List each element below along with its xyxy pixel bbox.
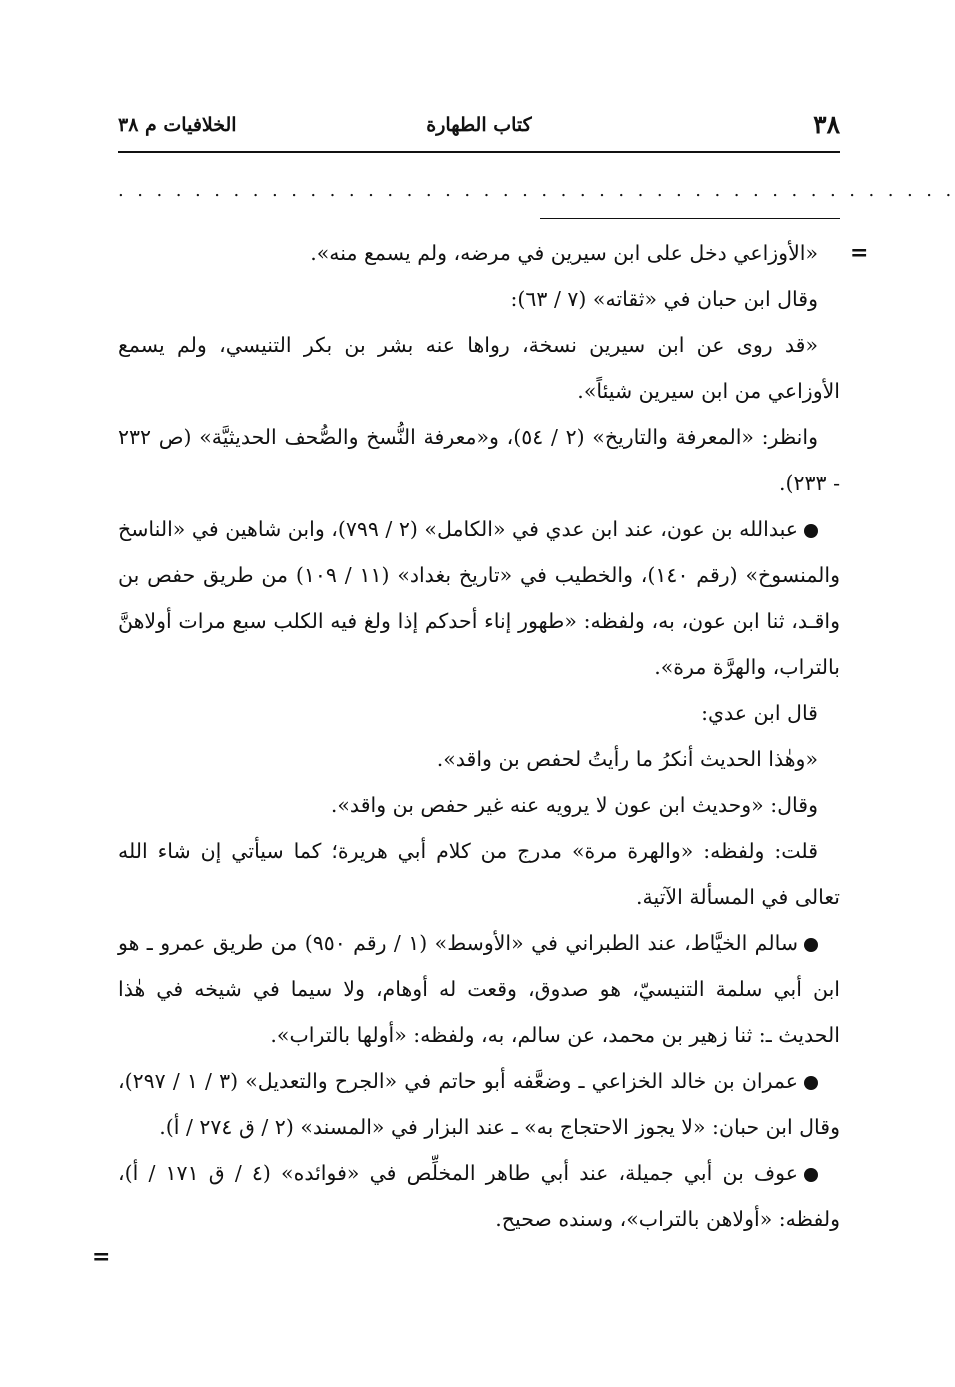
bullet-icon	[804, 524, 818, 538]
paragraph: وقال ابن حبان في «ثقاته» (٧ / ٦٣):	[510, 287, 818, 311]
footnote-rule	[540, 218, 840, 219]
bullet-icon	[804, 1076, 818, 1090]
book-title: كتاب الطهارة	[426, 114, 532, 136]
paragraph: وقال: «وحديث ابن عون لا يرويه عنه غير حفص بن واقد».	[330, 793, 818, 817]
paragraph: عبدالله بن عون، عند ابن عدي في «الكامل» (٢ / ٧٩٩)، وابن شاهين في «الناسخ والمنسوخ» (رقم ١٤٠)، والخطيب في «تاريخ بغداد» (١١ / ١٠٩) من طريق حفص بن واقـد، ثنا ابن عون، به، ولفظه: «طهور إناء أحدكم إذا ولغ فيه الكلب سبع مرات أولاهنَّ بالتراب، والهرَّة مرة».	[118, 517, 841, 679]
paragraph: سالم الخيَّاط، عند الطبراني في «الأوسط» (١ / رقم ٩٥٠) من طريق عمرو ـ هو ابن أبي سلمة التنيسيّ، هو صدوق، وقعت له أوهام، ولا سيما في شيخه في هٰذا الحديث ـ: ثنا زهير بن محمد، عن سالم، به، ولفظه: «أولها بالتراب».	[118, 931, 840, 1047]
paragraph: «وهٰذا الحديث أنكرُ ما رأيتُ لحفص بن واقد».	[436, 747, 818, 771]
bullet-icon	[804, 938, 818, 952]
list-item	[118, 1150, 840, 1242]
page-number: ٣٨	[813, 110, 840, 139]
paragraph: قلت: ولفظه: «والهرة مرة» مدرج من كلام أبي هريرة؛ كما سيأتي إن شاء الله تعالى في المسألة الآتية.	[118, 839, 840, 909]
paragraph: وانظر: «المعرفة والتاريخ» (٢ / ٥٤)، و«معرفة النُّسخ والصُّحف الحديثيَّة» (ص ٢٣٢ - ٢٣٣).	[118, 425, 840, 495]
list-item	[118, 1058, 840, 1150]
bullet-icon	[804, 1168, 818, 1182]
continuation-mark-top: =	[850, 240, 869, 266]
paragraph: عمران بن خالد الخزاعي ـ وضعَّفه أبو حاتم في «الجرح والتعديل» (٣ / ١ / ٢٩٧)، وقال ابن حبان: «لا يجوز الاحتجاج به» ـ عند البزار في «المسند» (٢ / ق ٢٧٤ / أ).	[118, 1069, 840, 1139]
paragraph: قال ابن عدي:	[701, 701, 818, 725]
paragraph: عوف بن أبي جميلة، عند أبي طاهر المخلِّص في «فوائده» (٤ / ق ١٧١ / أ)، ولفظه: «أولاهن بالتراب»، وسنده صحيح.	[118, 1161, 840, 1231]
continuation-mark-bottom: =	[92, 1244, 111, 1270]
footnote-body	[118, 230, 840, 1242]
header-rule	[118, 151, 840, 153]
list-item	[118, 506, 840, 690]
paragraph: «الأوزاعي دخل على ابن سيرين في مرضه، ولم يسمع منه».	[310, 241, 818, 265]
list-item	[118, 920, 840, 1058]
page-header	[118, 106, 840, 146]
dotted-separator: . . . . . . . . . . . . . . . . . . . . . . . . . . . . . . . . . . . . . . . . . . . .	[118, 180, 955, 201]
section-reference: الخلافيات م ٣٨	[118, 114, 237, 136]
paragraph: «قد روى عن ابن سيرين نسخة، رواها عنه بشر بن بكر التنيسي، ولم يسمع الأوزاعي من ابن سيرين شيئاً».	[118, 333, 840, 403]
